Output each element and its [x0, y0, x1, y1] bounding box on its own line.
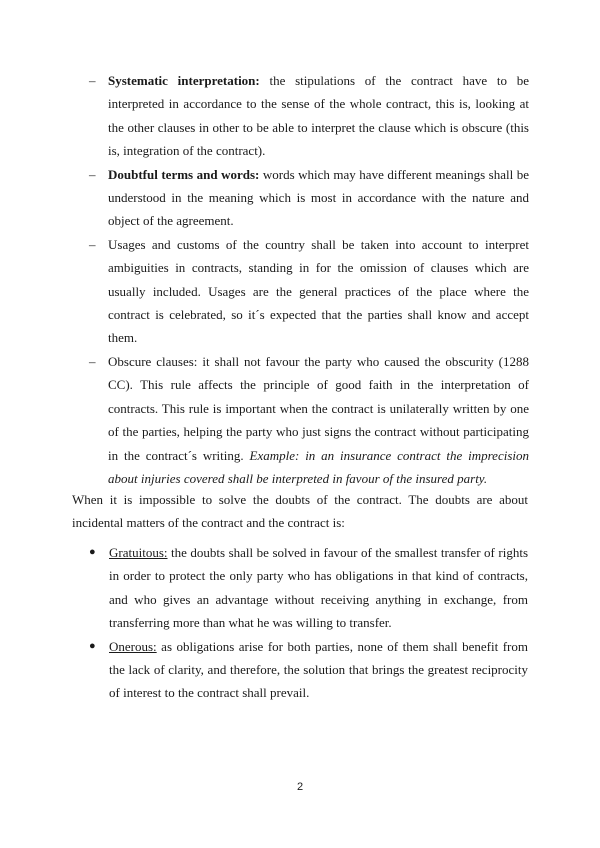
list-item-usages [89, 233, 529, 350]
item-text: the stipulations of the contract have to be interpreted in accordance to the sense of the whole contract, this is, looking at the other clauses in other to be able to interpret the clause which is obscure (this is, integration of the contract). [108, 73, 529, 159]
item-text: words which may have different meanings shall be understood in the meaning which is most in accordance with the nature and object of the agreement. [108, 166, 530, 229]
interpretation-rules-list [89, 69, 529, 490]
dash-marker: – [89, 353, 96, 369]
contract-types-list [89, 541, 528, 705]
body-paragraph: When it is impossible to solve the doubts of the contract. The doubts are about incidental matters of the contract and the contract is: [72, 492, 528, 531]
dash-marker: – [89, 166, 96, 182]
item-text: Obscure clauses: it shall not favour the party who caused the obscurity (1288 CC). This rule affects the principle of good faith in the interpretation of contracts. This rule is important when the contract is unilaterally written by one of the parties, helping the party who just signs the contract without participating in the contract´s writing. [108, 353, 529, 463]
list-item-onerous [89, 635, 528, 705]
item-text: as obligations arise for both parties, none of them shall benefit from the lack of clarity, and therefore, the solution that brings the greatest reciprocity of interest to the contract shall prevail. [109, 638, 528, 701]
list-item-doubtful-terms [89, 163, 529, 233]
list-item-systematic [89, 69, 529, 163]
dash-marker: – [89, 73, 96, 88]
bullet-marker: ● [89, 639, 96, 652]
item-label: Systematic interpretation: [108, 73, 260, 88]
item-example: Example: in an insurance contract the imprecision about injuries covered shall be interpreted in favour of the insured party. [108, 447, 529, 486]
item-text: the doubts shall be solved in favour of the smallest transfer of rights in order to protect the only party who has obligations in that kind of contracts, and who gives an advantage without receiving anything in exchange, from transferring more than what he was willing to transfer. [109, 545, 528, 631]
bullet-marker: ● [89, 546, 96, 558]
item-label: Doubtful terms and words: [108, 166, 260, 182]
list-item-gratuitous [89, 541, 528, 635]
list-item-obscure-clauses [89, 350, 529, 490]
dash-marker: – [89, 236, 96, 252]
page-number: 2 [296, 781, 304, 793]
item-label: Gratuitous: [109, 545, 168, 560]
item-label: Onerous: [109, 638, 157, 654]
item-text: Usages and customs of the country shall be taken into account to interpret ambiguities in contracts, standing in for the omission of clauses which are usually included. Usages are the general practices of the place where the contract is celebrated, so it´s expected that the parties shall know and accept them. [108, 236, 529, 346]
